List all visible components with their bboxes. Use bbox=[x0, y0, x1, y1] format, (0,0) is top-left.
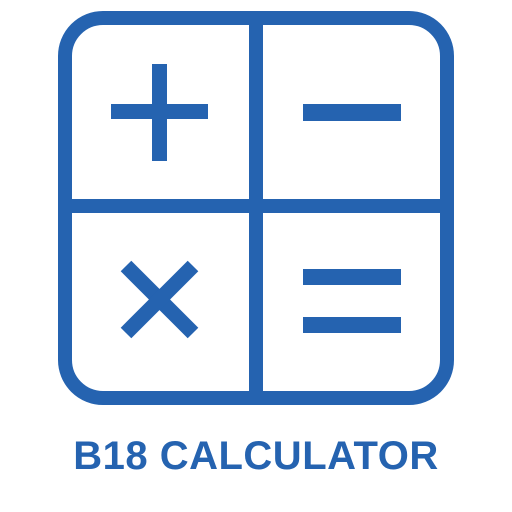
multiply-icon bbox=[126, 266, 193, 333]
app-name: B18 CALCULATOR bbox=[73, 434, 439, 478]
plus-icon bbox=[111, 64, 208, 161]
minus-icon bbox=[303, 104, 401, 121]
equals-icon bbox=[303, 269, 401, 333]
